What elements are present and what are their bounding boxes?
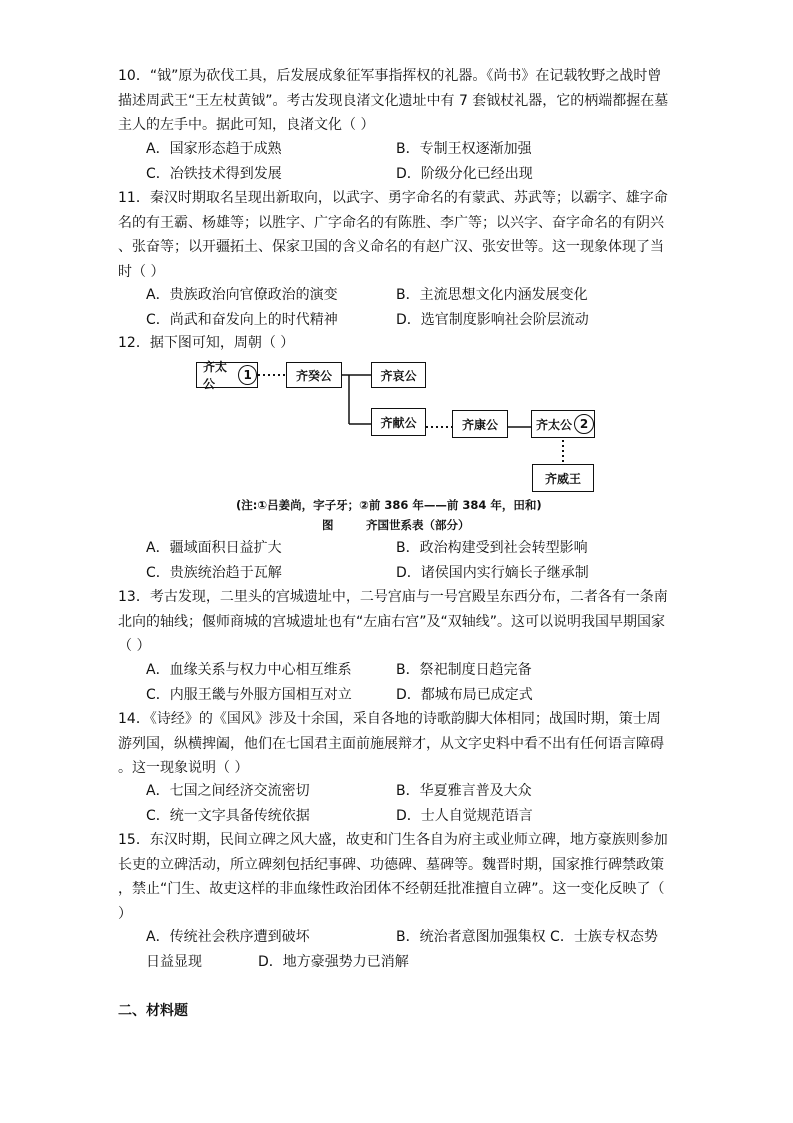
question-15: [118, 828, 678, 926]
option-b-c[interactable]: B．统治者意图加强集权 C．士族专权态势: [396, 929, 658, 945]
question-14: [118, 707, 678, 781]
qi-genealogy-diagram: [196, 357, 606, 537]
option-b[interactable]: B．华夏雅言普及大众: [396, 783, 532, 799]
question-14-options: [146, 779, 666, 828]
option-c[interactable]: C．尚武和奋发向上的时代精神: [146, 311, 338, 328]
option-a[interactable]: A．贵族政治向官僚政治的演变: [146, 287, 338, 303]
node-label: 齐太公: [536, 417, 573, 432]
question-12: [118, 331, 678, 356]
option-a[interactable]: A．疆域面积日益扩大: [146, 540, 282, 556]
question-13-line-3: （ ）: [118, 638, 151, 654]
node-qi-yigong: [286, 362, 342, 388]
circle-1-marker: 1: [238, 365, 257, 385]
option-d[interactable]: D．地方豪强势力已消解: [258, 953, 409, 970]
option-c[interactable]: C．冶铁技术得到发展: [146, 165, 282, 182]
question-15-options: [146, 925, 676, 974]
question-12-options: [146, 536, 666, 585]
node-label: 齐康公: [461, 417, 498, 432]
option-d[interactable]: D．士人自觉规范语言: [396, 807, 533, 824]
node-qi-taigong-1: [196, 360, 258, 391]
question-14-line-1: 14．《诗经》的《国风》涉及十余国，采自各地的诗歌韵脚大体相同；战国时期，策士周: [118, 711, 661, 727]
circle-2-marker: 2: [574, 414, 594, 434]
option-c-continued[interactable]: 日益显现: [146, 953, 202, 970]
question-10-options: [146, 137, 666, 186]
diagram-caption: 齐国世系表（部分）: [366, 518, 470, 532]
option-b[interactable]: B．祭祀制度日趋完备: [396, 662, 532, 678]
node-label: 齐威王: [544, 471, 581, 486]
diagram-note: (注:①吕姜尚，字子牙；②前 386 年——前 384 年，田和): [236, 498, 542, 512]
option-c[interactable]: C．贵族统治趋于瓦解: [146, 564, 282, 581]
question-11-line-2: 名的有王霸、杨雄等；以胜字、广字命名的有陈胜、李广等；以兴字、奋字命名的有阴兴: [118, 214, 664, 231]
question-12-line-1: 12．据下图可知，周朝（ ）: [118, 335, 295, 351]
node-qi-taigong-2: [531, 410, 595, 438]
question-13: [118, 585, 678, 659]
question-15-line-4: ）: [118, 905, 132, 922]
option-d[interactable]: D．诸侯国内实行嫡长子继承制: [396, 564, 589, 581]
node-label: 齐癸公: [295, 368, 332, 383]
option-c[interactable]: C．内服王畿与外服方国相互对立: [146, 686, 352, 703]
question-10-line-2: 描述周武王“王左杖黄钺”。考古发现良渚文化遗址中有 7 套钺杖礼器，它的柄端都握在墓: [118, 92, 669, 109]
question-11-line-1: 11．秦汉时期取名呈现出新取向，以武字、勇字命名的有蒙武、苏武等；以霸字、雄字命: [118, 190, 668, 206]
option-b[interactable]: B．主流思想文化内涵发展变化: [396, 287, 588, 303]
option-d[interactable]: D．选官制度影响社会阶层流动: [396, 311, 589, 328]
question-10-line-3: 主人的左手中。据此可知，良渚文化（ ）: [118, 117, 375, 133]
question-15-line-3: ，禁止“门生、故吏这样的非血缘性政治团体不经朝廷批准擅自立碑”。这一变化反映了（: [118, 881, 665, 897]
question-13-options: [146, 658, 666, 707]
question-11-line-4: 时（ ）: [118, 263, 165, 280]
node-label: 齐献公: [380, 415, 417, 430]
node-qi-xiangong: [371, 408, 426, 436]
question-13-line-1: 13．考古发现，二里头的宫城遗址中，二号宫庙与一号宫殿呈东西分布，二者各有一条南: [118, 589, 668, 605]
question-11-options: [146, 283, 666, 332]
node-label: 齐哀公: [380, 368, 417, 383]
option-b[interactable]: B．专制王权逐渐加强: [396, 141, 532, 157]
question-15-line-1: 15．东汉时期，民间立碑之风大盛，故吏和门生各自为府主或业师立碑，地方豪族则参加: [118, 832, 668, 848]
question-15-line-2: 长吏的立碑活动，所立碑刻包括纪事碑、功德碑、墓碑等。魏晋时期，国家推行碑禁政策: [118, 856, 664, 873]
node-qi-weiwang: [532, 464, 594, 492]
option-c[interactable]: C．统一文字具备传统依据: [146, 807, 310, 824]
section-title: 二、材料题: [118, 1003, 188, 1019]
question-10: [118, 64, 678, 138]
question-11-line-3: 、张奋等；以开疆拓土、保家卫国的含义命名的有赵广汉、张安世等。这一现象体现了当: [118, 239, 664, 255]
node-qi-aigong: [371, 362, 426, 388]
option-a[interactable]: A．血缘关系与权力中心相互维系: [146, 662, 352, 678]
diagram-caption-label: 图: [322, 518, 334, 532]
question-14-line-2: 游列国，纵横捭阖，他们在七国君主面前施展辩才，从文字史料中看不出有任何语言障碍: [118, 735, 664, 752]
question-10-line-1: 10．“钺”原为砍伐工具，后发展成象征军事指挥权的礼器。《尚书》在记载牧野之战时曾: [118, 68, 662, 84]
option-a[interactable]: A．传统社会秩序遭到破坏: [146, 929, 310, 945]
question-14-line-3: 。这一现象说明（ ）: [118, 760, 249, 776]
node-qi-kanggong: [452, 410, 508, 438]
question-13-line-2: 北向的轴线；偃师商城的宫城遗址也有“左庙右宫”及“双轴线”。这可以说明我国早期国家: [118, 613, 666, 630]
node-label: 齐太公: [203, 360, 228, 391]
question-11: [118, 186, 678, 284]
option-a[interactable]: A．七国之间经济交流密切: [146, 783, 310, 799]
option-b[interactable]: B．政治构建受到社会转型影响: [396, 540, 588, 556]
option-d[interactable]: D．阶级分化已经出现: [396, 165, 533, 182]
option-d[interactable]: D．都城布局已成定式: [396, 686, 533, 703]
option-a[interactable]: A．国家形态趋于成熟: [146, 141, 282, 157]
